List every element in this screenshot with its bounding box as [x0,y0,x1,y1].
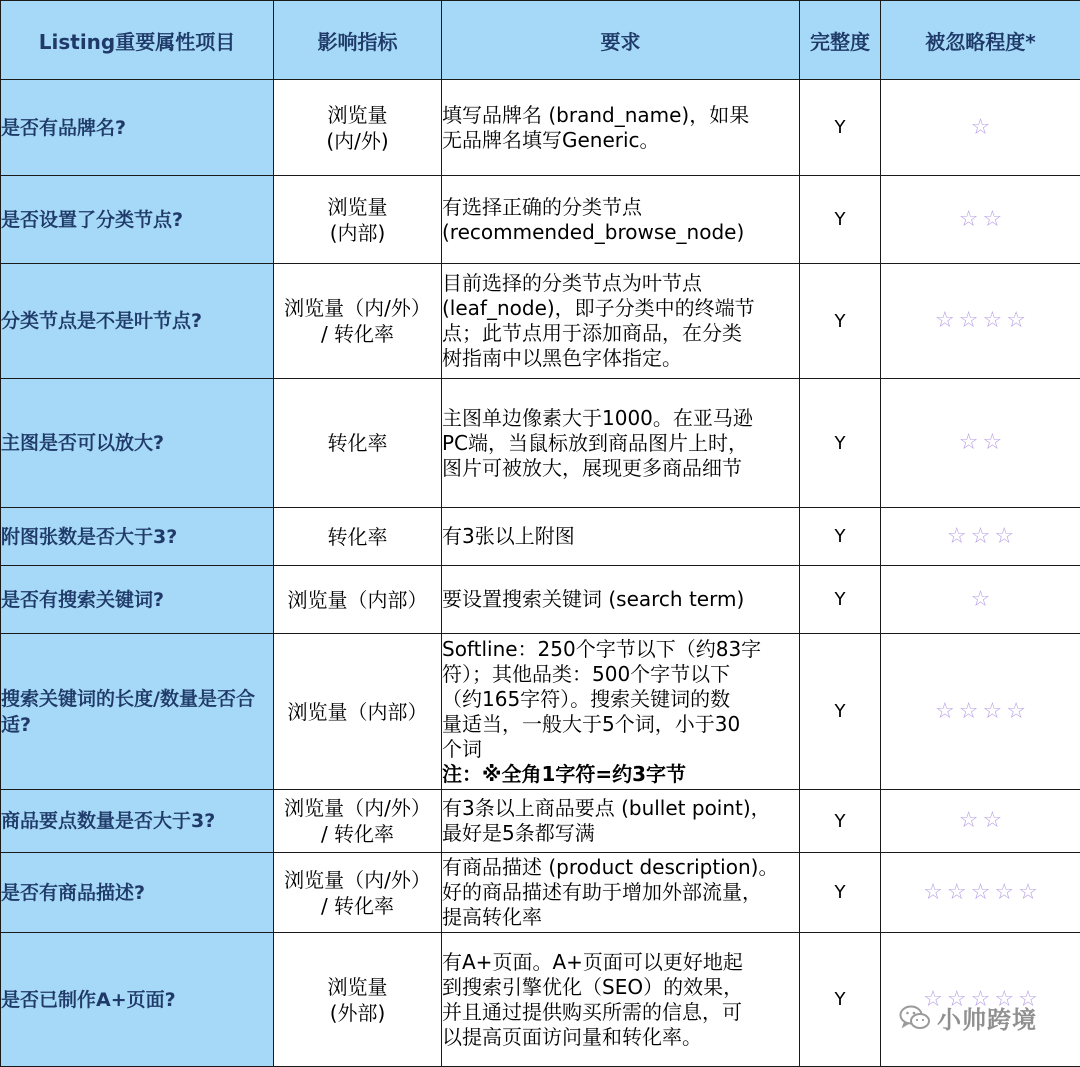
requirement-line: 有3条以上商品要点 (bullet point)， [442,796,771,820]
star-icon: ☆ [946,879,967,905]
impact-cell [274,80,442,176]
requirement-cell [442,379,800,508]
requirement-line: 好的商品描述有助于增加外部流量， [442,880,762,904]
requirement-line: 符）；其他品类：500个字节以下 [442,661,731,686]
neglect-rating-cell [881,176,1080,264]
completeness-cell: Y [800,508,881,566]
requirement-line: 提高转化率 [442,905,542,929]
star-icon: ☆ [958,808,979,833]
requirement-line: 主图单边像素大于1000。在亚马逊 [442,405,753,430]
star-icon: ☆ [982,430,1003,455]
requirement-line: 树指南中以黑色字体指定。 [442,346,682,370]
watermark-text: 小帅跨境 [937,1006,1037,1034]
star-icon: ☆ [970,879,991,905]
requirement-cell [442,853,800,933]
star-icon: ☆ [923,986,943,1012]
requirement-line: 有3张以上附图 [442,524,575,548]
table-row [1,80,1080,176]
requirement-line: 要设置搜索关键词 (search term) [442,587,745,611]
impact-line: 浏览量 [327,974,388,999]
star-icon: ☆ [982,206,1003,232]
requirement-cell [442,634,800,790]
requirement-cell [442,508,800,566]
watermark [899,1000,1037,1035]
requirement-line: 有选择正确的分类节点 [442,194,642,219]
attribute-cell: 是否设置了分类节点? [1,176,274,264]
attribute-cell: 附图张数是否大于3? [1,508,274,566]
star-icon: ☆ [935,698,955,724]
neglect-rating-cell [881,508,1080,566]
requirement-line: 到搜索引擎优化（SEO）的效果， [442,974,744,999]
impact-line: / 转化率 [320,822,395,846]
star-icon: ☆ [946,986,967,1012]
requirement-line: 填写品牌名 (brand_name)，如果 [442,102,750,127]
table-row [1,508,1080,566]
star-icon: ☆ [958,308,979,333]
completeness-cell: Y [800,933,881,1067]
requirement-note: 注：※全角1字符=约3字节 [442,761,687,786]
impact-line: (外部) [329,1000,386,1025]
impact-line: 浏览量（内/外） [284,867,431,892]
wechat-icon [899,1004,931,1032]
neglect-rating-cell [881,634,1080,790]
header-attribute: Listing重要属性项目 [1,1,274,80]
star-icon: ☆ [982,698,1003,724]
requirement-line: 最好是5条都写满 [442,821,595,845]
attribute-cell: 搜索关键词的长度/数量是否合适? [1,634,274,790]
impact-cell [274,853,442,933]
star-icon: ☆ [923,879,943,905]
impact-cell [274,933,442,1067]
impact-line: 转化率 [327,431,388,455]
star-icon: ☆ [970,523,991,549]
requirement-line: 有A+页面。A+页面可以更好地起 [442,949,743,974]
table-row [1,853,1080,933]
impact-line: 浏览量 [327,102,388,127]
impact-line: 转化率 [327,524,388,549]
header-row [1,1,1080,80]
requirement-line: 以提高页面访问量和转化率。 [442,1024,702,1049]
requirement-line: 个词 [442,736,482,761]
star-icon: ☆ [970,114,991,140]
completeness-cell: Y [800,790,881,853]
requirement-line: 无品牌名填写Generic。 [442,127,660,152]
table-row [1,634,1080,790]
requirement-line: PC端，当鼠标放到商品图片上时， [442,430,749,455]
impact-cell [274,264,442,379]
neglect-rating-cell [881,379,1080,508]
star-icon: ☆ [970,586,991,612]
table-row [1,566,1080,634]
impact-cell [274,634,442,790]
requirement-line: 有商品描述 (product description)。 [442,855,779,879]
requirement-cell [442,80,800,176]
requirement-line: 点；此节点用于添加商品，在分类 [442,321,742,345]
requirement-cell [442,790,800,853]
table-row [1,264,1080,379]
neglect-rating-cell [881,790,1080,853]
completeness-cell: Y [800,80,881,176]
impact-line: 浏览量（内/外） [284,296,431,320]
table-row [1,790,1080,853]
attribute-cell: 是否有商品描述? [1,853,274,933]
completeness-cell: Y [800,853,881,933]
impact-line: 浏览量（内部） [287,699,428,724]
neglect-rating-cell [881,264,1080,379]
requirement-line: 目前选择的分类节点为叶节点 [442,271,702,295]
completeness-cell: Y [800,264,881,379]
impact-line: (内/外) [326,128,389,153]
header-completeness: 完整度 [800,1,881,80]
star-icon: ☆ [1018,879,1038,905]
impact-cell [274,790,442,853]
star-icon: ☆ [1006,698,1026,724]
star-icon: ☆ [958,206,979,232]
attribute-cell: 商品要点数量是否大于3? [1,790,274,853]
impact-line: 浏览量 [327,194,388,219]
requirement-line: Softline：250个字节以下（约83字 [442,636,762,661]
impact-line: 浏览量（内部） [287,587,428,612]
star-icon: ☆ [994,523,1015,549]
attribute-cell: 主图是否可以放大? [1,379,274,508]
requirement-cell [442,264,800,379]
star-icon: ☆ [935,308,955,333]
completeness-cell: Y [800,566,881,634]
requirement-cell [442,176,800,264]
star-icon: ☆ [970,986,991,1012]
requirement-line: (recommended_browse_node) [442,219,745,244]
requirement-line: 量适当，一般大于5个词，小于30 [442,711,741,736]
completeness-cell: Y [800,379,881,508]
attribute-cell: 是否有品牌名? [1,80,274,176]
requirement-cell [442,933,800,1067]
header-impact: 影响指标 [274,1,442,80]
star-icon: ☆ [958,698,979,724]
neglect-rating-cell [881,80,1080,176]
impact-line: 浏览量（内/外） [284,796,431,820]
star-icon: ☆ [958,430,979,455]
impact-line: / 转化率 [320,893,395,918]
star-icon: ☆ [982,808,1003,833]
impact-line: / 转化率 [320,322,395,346]
attribute-cell: 分类节点是不是叶节点? [1,264,274,379]
impact-cell [274,379,442,508]
neglect-rating-cell [881,853,1080,933]
star-icon: ☆ [1006,308,1026,333]
star-icon: ☆ [982,308,1003,333]
requirement-line: 图片可被放大，展现更多商品细节 [442,455,742,480]
header-requirement: 要求 [442,1,800,80]
requirement-cell [442,566,800,634]
completeness-cell: Y [800,634,881,790]
requirement-line: 并且通过提供购买所需的信息，可 [442,999,742,1024]
attribute-cell: 是否已制作A+页面? [1,933,274,1067]
star-icon: ☆ [994,986,1015,1012]
completeness-cell: Y [800,176,881,264]
table-row [1,176,1080,264]
neglect-rating-cell [881,566,1080,634]
requirement-line: （约165字符）。搜索关键词的数 [442,686,731,711]
requirement-line: (leaf_node)，即子分类中的终端节 [442,296,755,320]
impact-cell [274,566,442,634]
star-icon: ☆ [1018,986,1038,1012]
header-neglect: 被忽略程度* [881,1,1080,80]
impact-cell [274,176,442,264]
star-icon: ☆ [994,879,1015,905]
impact-cell [274,508,442,566]
table-row [1,379,1080,508]
attribute-cell: 是否有搜索关键词? [1,566,274,634]
impact-line: (内部) [329,220,386,245]
star-icon: ☆ [946,523,967,549]
